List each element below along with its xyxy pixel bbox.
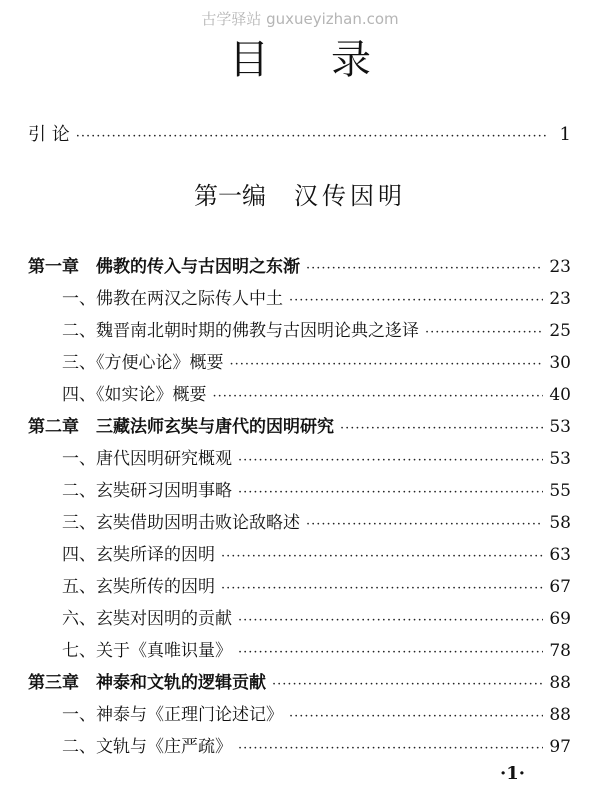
- toc-entry-label: 三、《方便心论》概要: [62, 353, 224, 373]
- toc-entry-label: 引 论: [28, 124, 70, 145]
- toc-entry-label: 六、玄奘对因明的贡献: [62, 609, 232, 629]
- part-number: 第一编: [194, 182, 266, 210]
- toc-entry-label: 二、魏晋南北朝时期的佛教与古因明论典之迻译: [62, 321, 419, 341]
- toc-entry-label: 一、佛教在两汉之际传人中土: [62, 289, 283, 309]
- toc-entry-page: 53: [549, 449, 571, 469]
- toc-entry-page: 69: [549, 609, 571, 629]
- watermark: 古学驿站 guxueyizhan.com: [201, 10, 399, 28]
- toc-section-2-1[interactable]: [28, 440, 571, 470]
- toc-entry-intro[interactable]: [28, 116, 571, 146]
- toc-section-2-6[interactable]: [28, 600, 571, 630]
- toc-section-2-3[interactable]: [28, 504, 571, 534]
- toc-entry-label: 二、玄奘研习因明事略: [62, 481, 232, 501]
- dot-leader: [76, 128, 547, 146]
- toc-entry-label: 五、玄奘所传的因明: [62, 577, 215, 597]
- toc-entry-page: 23: [549, 289, 571, 309]
- dot-leader: [272, 676, 543, 694]
- dot-leader: [238, 740, 543, 758]
- dot-leader: [238, 484, 543, 502]
- toc-entry-page: 25: [549, 321, 571, 341]
- toc-entry-page: 88: [549, 673, 571, 693]
- toc-entry-page: 40: [549, 385, 571, 405]
- toc-section-1-1[interactable]: [28, 280, 571, 310]
- dot-leader: [306, 516, 543, 534]
- toc-entry-page: 30: [549, 353, 571, 373]
- dot-leader: [306, 260, 543, 278]
- dot-leader: [289, 708, 543, 726]
- page-title: 目录: [229, 37, 433, 83]
- toc-entry-page: 78: [549, 641, 571, 661]
- toc-entry-label: 第三章 神泰和文轨的逻辑贡献: [28, 673, 266, 693]
- dot-leader: [238, 612, 543, 630]
- toc-entry-label: 第一章 佛教的传入与古因明之东渐: [28, 257, 300, 277]
- toc-chapter-1[interactable]: [28, 248, 571, 278]
- toc-entry-page: 58: [549, 513, 571, 533]
- toc-entry-page: 1: [559, 124, 571, 145]
- toc-entry-page: 97: [549, 737, 571, 757]
- toc-section-2-2[interactable]: [28, 472, 571, 502]
- dot-leader: [221, 548, 543, 566]
- toc-entry-label: 四、玄奘所译的因明: [62, 545, 215, 565]
- toc-section-2-7[interactable]: [28, 632, 571, 662]
- toc-entry-label: 一、唐代因明研究概观: [62, 449, 232, 469]
- toc-section-1-3[interactable]: [28, 344, 571, 374]
- part-name: 汉传因明: [294, 182, 406, 210]
- toc-section-2-5[interactable]: [28, 568, 571, 598]
- toc-entry-page: 88: [549, 705, 571, 725]
- toc-chapter-3[interactable]: [28, 664, 571, 694]
- toc-entry-page: 23: [549, 257, 571, 277]
- dot-leader: [238, 644, 543, 662]
- toc-entry-page: 53: [549, 417, 571, 437]
- toc-section-3-2[interactable]: [28, 728, 571, 758]
- toc-entry-page: 55: [549, 481, 571, 501]
- toc-section-1-2[interactable]: [28, 312, 571, 342]
- dot-leader: [238, 452, 543, 470]
- dot-leader: [289, 292, 543, 310]
- toc-entry-label: 七、关于《真唯识量》: [62, 641, 232, 661]
- toc-entry-label: 二、文轨与《庄严疏》: [62, 737, 232, 757]
- dot-leader: [230, 356, 544, 374]
- part-title: [0, 176, 600, 211]
- dot-leader: [221, 580, 543, 598]
- dot-leader: [340, 420, 543, 438]
- toc-section-3-1[interactable]: [28, 696, 571, 726]
- toc-entry-label: 第二章 三藏法师玄奘与唐代的因明研究: [28, 417, 334, 437]
- toc-entry-label: 一、神泰与《正理门论述记》: [62, 705, 283, 725]
- toc-entry-page: 67: [549, 577, 571, 597]
- toc-section-1-4[interactable]: [28, 376, 571, 406]
- page-number-footer: ·1·: [500, 763, 526, 784]
- toc-section-2-4[interactable]: [28, 536, 571, 566]
- toc-entry-label: 三、玄奘借助因明击败论敌略述: [62, 513, 300, 533]
- dot-leader: [213, 388, 544, 406]
- toc-chapter-2[interactable]: [28, 408, 571, 438]
- toc-entry-page: 63: [549, 545, 571, 565]
- dot-leader: [425, 324, 543, 342]
- toc-entry-label: 四、《如实论》概要: [62, 385, 207, 405]
